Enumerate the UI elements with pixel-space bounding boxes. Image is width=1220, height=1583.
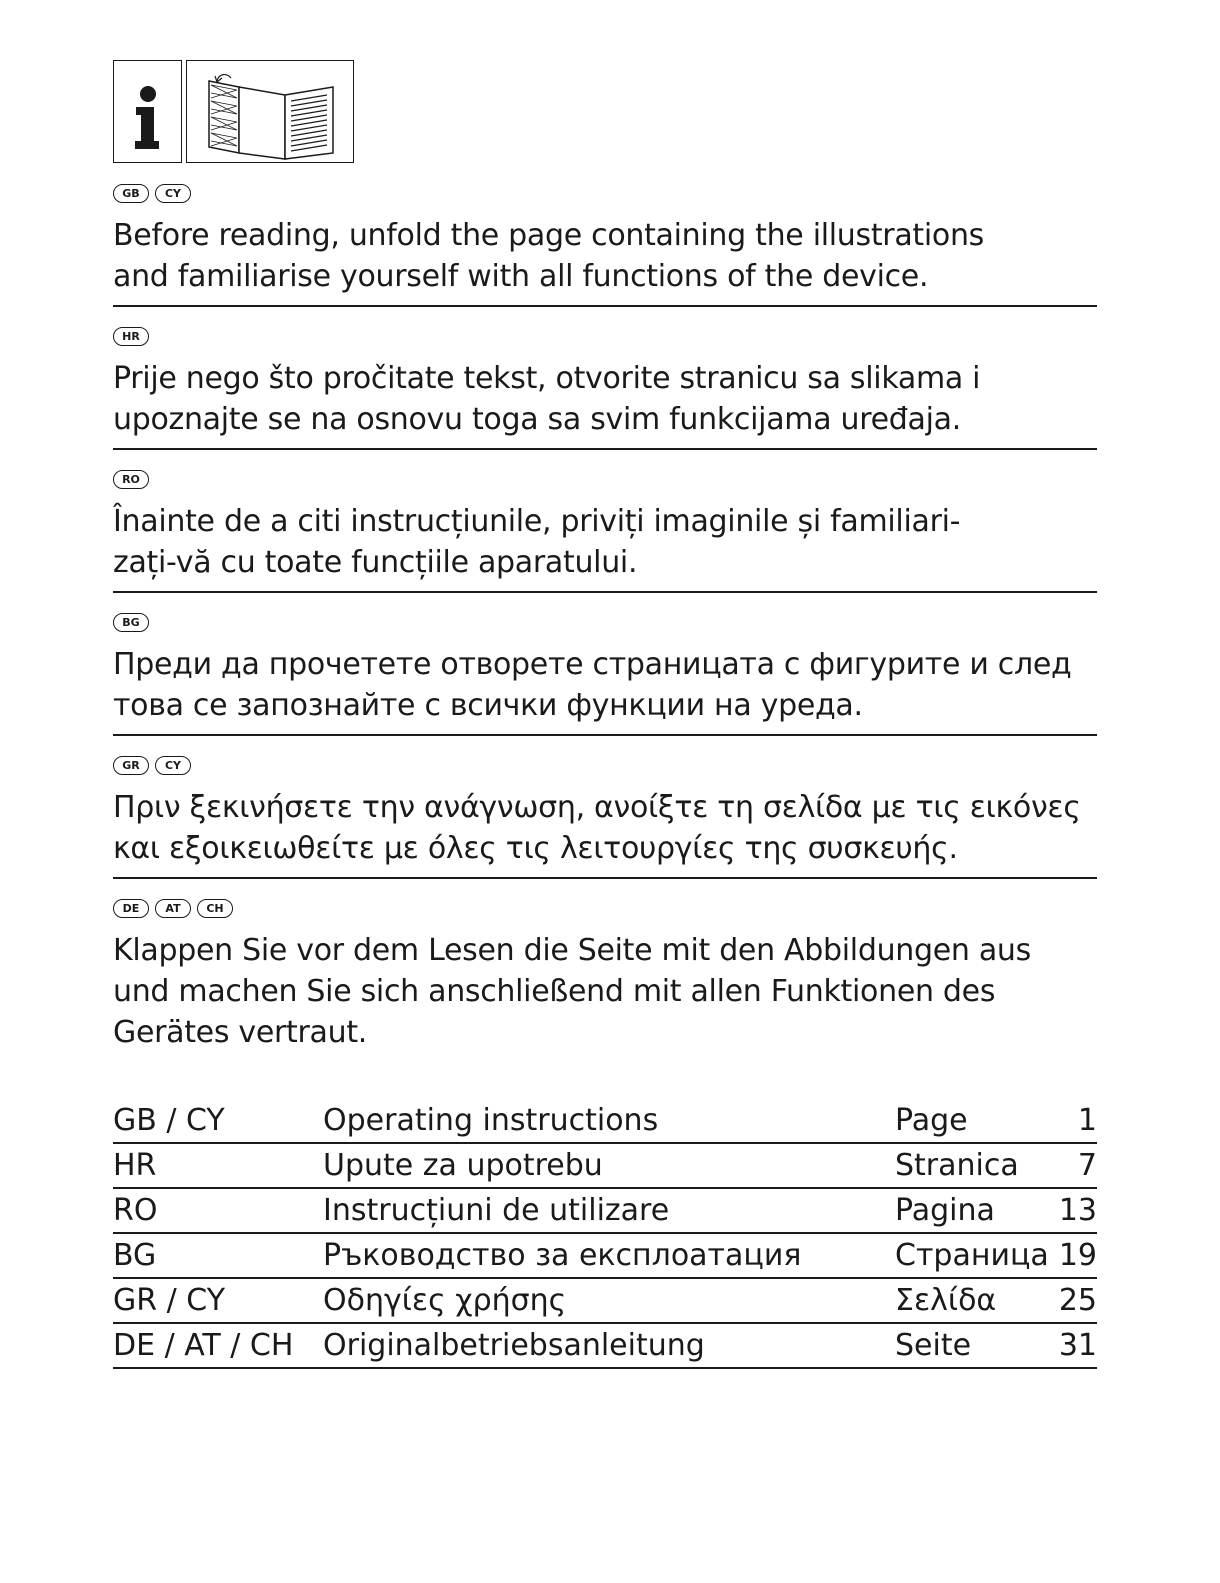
country-badge-de: DE (113, 899, 149, 918)
section-hr (113, 327, 1097, 450)
instruction-text (113, 501, 1097, 583)
country-badge-cy: CY (155, 184, 191, 203)
country-badges (113, 756, 1097, 778)
text-line: Înainte de a citi instrucțiunile, priviți imaginile și familiari- (113, 504, 961, 539)
toc-row (113, 1233, 1097, 1278)
toc-page-label: Seite (895, 1323, 1049, 1368)
toc-page-label: Σελίδα (895, 1278, 1049, 1323)
country-badge-at: AT (155, 899, 191, 918)
info-icon (113, 60, 182, 163)
header-icons (113, 60, 1097, 166)
text-line: and familiarise yourself with all functions of the device. (113, 259, 929, 294)
country-badge-ro: RO (113, 470, 149, 489)
text-line: Prije nego što pročitate tekst, otvorite stranicu sa slikama i (113, 361, 981, 396)
instruction-text (113, 644, 1097, 726)
text-line: Gerätes vertraut. (113, 1015, 368, 1050)
text-line: Преди да прочетете отворете страницата с фигурите и след (113, 647, 1072, 682)
country-badges (113, 613, 1097, 635)
instruction-text (113, 930, 1097, 1053)
toc-title: Instrucțiuni de utilizare (323, 1188, 895, 1233)
country-badges (113, 327, 1097, 349)
instruction-text (113, 787, 1097, 869)
instruction-text (113, 215, 1097, 297)
toc-page-number: 25 (1049, 1278, 1097, 1323)
toc-page-label: Pagina (895, 1188, 1049, 1233)
toc-title: Ръководство за експлоатация (323, 1233, 895, 1278)
text-line: zați-vă cu toate funcțiile aparatului. (113, 545, 638, 580)
table-of-contents (113, 1099, 1097, 1369)
toc-country-code: GR / CY (113, 1278, 323, 1323)
toc-country-code: RO (113, 1188, 323, 1233)
country-badge-gr: GR (113, 756, 149, 775)
country-badge-ch: CH (197, 899, 233, 918)
text-line: Πριν ξεκινήσετε την ανάγνωση, ανοίξτε τη σελίδα με τις εικόνες (113, 790, 1081, 825)
text-line: Before reading, unfold the page containing the illustrations (113, 218, 985, 253)
toc-row (113, 1099, 1097, 1143)
country-badge-cy: CY (155, 756, 191, 775)
toc-page-number: 7 (1049, 1143, 1097, 1188)
toc-page-number: 31 (1049, 1323, 1097, 1368)
toc-page-number: 1 (1049, 1099, 1097, 1143)
toc-country-code: GB / CY (113, 1099, 323, 1143)
country-badges (113, 899, 1097, 921)
toc-row (113, 1323, 1097, 1368)
toc-page-number: 13 (1049, 1188, 1097, 1233)
text-line: upoznajte se na osnovu toga sa svim funkcijama uređaja. (113, 402, 961, 437)
toc-page-label: Stranica (895, 1143, 1049, 1188)
country-badge-hr: HR (113, 327, 149, 346)
toc-page-label: Page (895, 1099, 1049, 1143)
toc-title: Operating instructions (323, 1099, 895, 1143)
toc-row (113, 1188, 1097, 1233)
toc-title: Οδηγίες χρήσης (323, 1278, 895, 1323)
text-line: und machen Sie sich anschließend mit allen Funktionen des (113, 974, 996, 1009)
toc-page-number: 19 (1049, 1233, 1097, 1278)
section-ro (113, 470, 1097, 593)
toc-title: Originalbetriebsanleitung (323, 1323, 895, 1368)
text-line: това се запознайте с всички функции на уреда. (113, 688, 863, 723)
toc-country-code: HR (113, 1143, 323, 1188)
text-line: Klappen Sie vor dem Lesen die Seite mit den Abbildungen aus (113, 933, 1031, 968)
page (113, 60, 1097, 1369)
country-badges (113, 470, 1097, 492)
section-gb-cy (113, 184, 1097, 307)
instruction-text (113, 358, 1097, 440)
section-de-at-ch (113, 899, 1097, 1061)
toc-country-code: BG (113, 1233, 323, 1278)
section-bg (113, 613, 1097, 736)
country-badge-bg: BG (113, 613, 149, 632)
toc-page-label: Страница (895, 1233, 1049, 1278)
toc-country-code: DE / AT / CH (113, 1323, 323, 1368)
toc-title: Upute za upotrebu (323, 1143, 895, 1188)
toc-row (113, 1143, 1097, 1188)
text-line: και εξοικειωθείτε με όλες τις λειτουργίες της συσκευής. (113, 831, 958, 866)
country-badge-gb: GB (113, 184, 149, 203)
toc-row (113, 1278, 1097, 1323)
unfold-page-icon (186, 60, 354, 163)
section-gr-cy (113, 756, 1097, 879)
country-badges (113, 184, 1097, 206)
